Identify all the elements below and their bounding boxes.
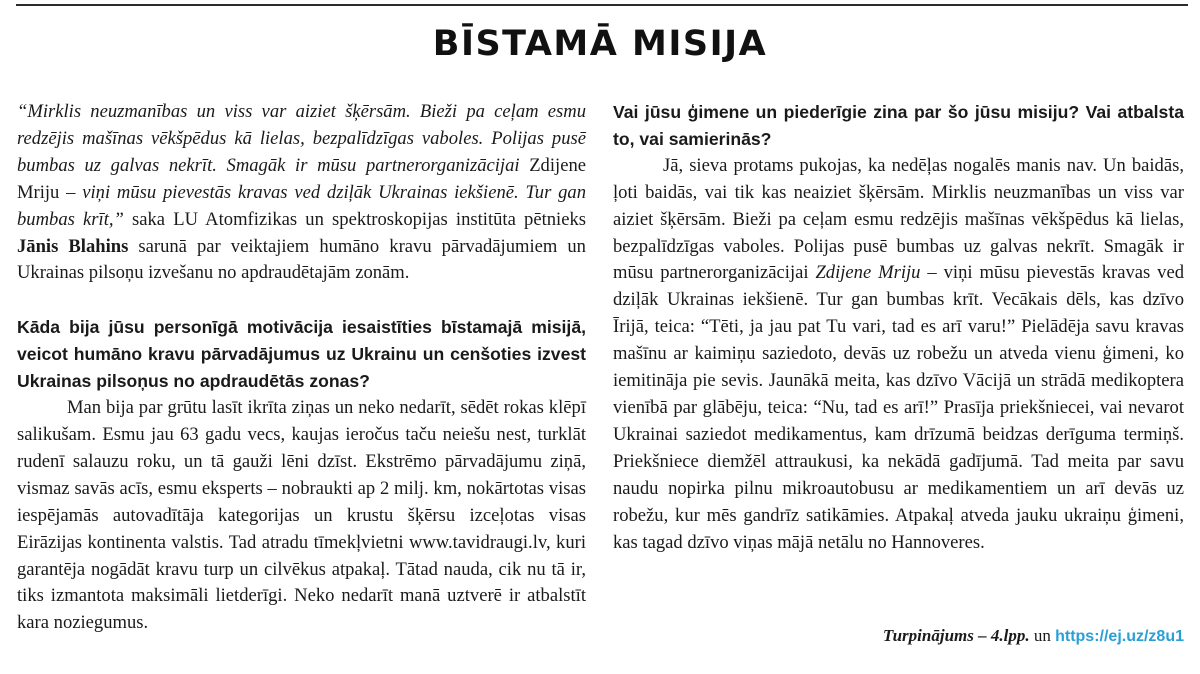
- lead-quote: “Mirklis neuzmanības un viss var aiziet šķērsām. Bieži pa ceļam esmu redzējis mašīnas vēkšpēdus kā lielas, bezpalīdzīgas vaboles. Polijas pusē bumbas uz galvas nekrīt. Smagāk ir mūsu partnerorganizācijai: [17, 101, 586, 176]
- answer-1: Man bija par grūtu lasīt ikrīta ziņas un neko nedarīt, sēdēt rokas klēpī salikušam. Esmu jau 63 gadu vecs, kaujas ieročus taču neiešu nest, turklāt rudenī salauzu roku, un tā gauži lēni dzīst. Ekstrēmo pārvadājumu ziņā, vismaz savās acīs, esmu eksperts – nobraukti ap 2 milj. km, nokārtotas visas iespējamās autovadītāja kategorijas un krustu šķērsu izceļotas visas Eirāzijas kontinenta valstis. Tad atradu tīmekļvietni www.tavidraugi.lv, kuri garantēja nogādāt kravu turp un cilvēkus atpakaļ. Tātad nauda, cik nu tā ir, tiks izmantota maksimāli lietderīgi. Neko nedarīt manā uztverē ir atbalstīt kara noziegumus.: [17, 397, 586, 634]
- lead-quote-end: – viņi mūsu pievestās kravas ved dziļāk Ukrainas iekšienē. Tur gan bumbas krīt,”: [17, 181, 586, 230]
- answer-2-org-name: Zdijene Mriju: [815, 262, 921, 284]
- spacer: [17, 287, 586, 314]
- article-title: BĪSTAMĀ MISIJA: [432, 24, 768, 64]
- right-column: [613, 99, 1184, 556]
- person-name: Jānis Blahins: [17, 235, 129, 257]
- answer-2-part-a: Jā, sieva protams pukojas, ka nedēļas nogalēs manis nav. Un baidās, ļoti baidās, vai tik kas neaiziet šķērsām. Mirklis neuzmanības un viss var aiziet šķērsām. Bieži pa ceļam esmu redzējis mašīnas vēkšpēdus kā lielas, bezpalīdzīgas vaboles. Polijas pusē bumbas uz galvas nekrīt. Smagāk ir mūsu partnerorganizācijai: [613, 154, 1184, 284]
- lead-org-name: Zdijene Mriju: [17, 154, 586, 203]
- top-rule: [16, 4, 1188, 6]
- left-column: [17, 99, 586, 637]
- continuation-link[interactable]: https://ej.uz/z8u1: [1055, 628, 1184, 645]
- question-1: Kāda bija jūsu personīgā motivācija iesaistīties bīstamajā misijā, veicot humāno kravu pārvadājumus uz Ukrainu un cenšoties izvest Ukrainas pilsoņus no apdraudētās zonas?: [17, 317, 586, 392]
- lead-said: saka LU Atomfizikas un spektroskopijas institūta pētnieks: [123, 208, 586, 230]
- continuation-joiner: un: [1029, 626, 1056, 645]
- answer-2-part-b: – viņi mūsu pievestās kravas ved dziļāk Ukrainas iekšienē. Tur gan bumbas krīt. Vecākais dēls, kas dzīvo Īrijā, teica: “Tēti, ja jau pat Tu vari, tad es arī varu!” Pielādēja savu kravas mašīnu ar kaimiņu saziedoto, devās uz robežu un atveda vienu ģimeni, ko iemitināja pie sevis. Jaunākā meita, kas dzīvo Vācijā un strādā medikoptera vienībā par glābēju, teica: “Nu, tad es arī!” Prasīja priekšniecei, vai nevarot Ukrainai saziedot medikamentus, kam drīzumā beidzas derīguma termiņš. Priekšniece diemžēl attraukusi, ka nekādā gadījumā. Tad meita par savu naudu nopirka pilnu mikroautobusu ar medikamentiem un arī devās uz robežu, kur mēs gandrīz satikāmies. Atpakaļ atveda jauku ukraiņu ģimeni, kas tagad dzīvo viņas mājā netālu no Hannoveres.: [613, 262, 1184, 553]
- question-2: Vai jūsu ģimene un piederīgie zina par šo jūsu misiju? Vai atbalsta to, vai samierinās?: [613, 102, 1184, 149]
- answer-2: [613, 153, 1184, 557]
- lead-paragraph: [17, 99, 586, 287]
- continuation-note: [883, 626, 1184, 646]
- lead-rest: sarunā par veiktajiem humāno kravu pārvadājumiem un Ukrainas pilsoņu izvešanu no apdraudētajām zonām.: [17, 235, 586, 284]
- continuation-text: Turpinājums – 4.lpp.: [882, 626, 1030, 645]
